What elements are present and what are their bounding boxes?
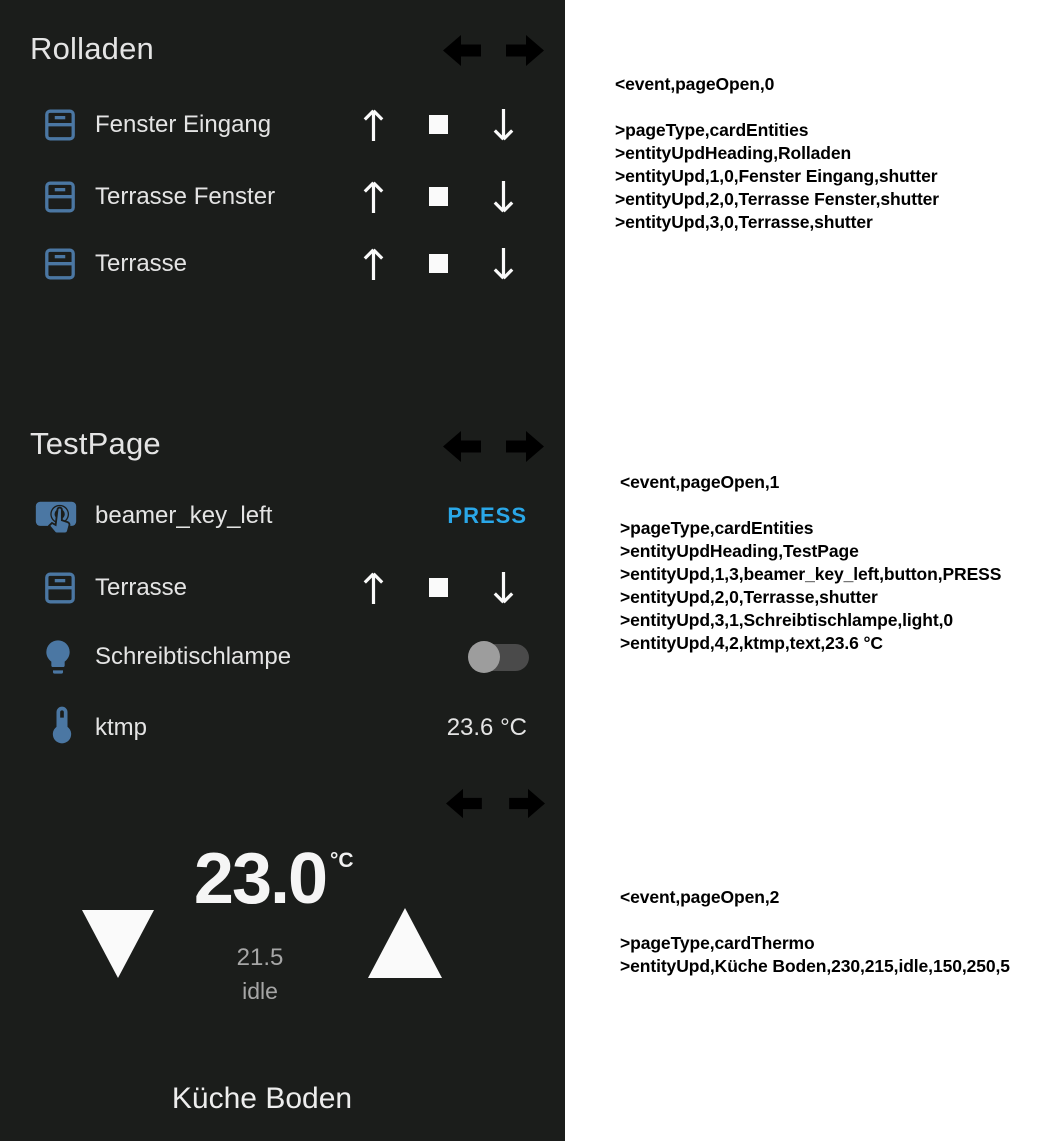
down-arrow-icon xyxy=(490,247,517,281)
up-arrow-icon xyxy=(360,108,387,142)
arrow-left-icon xyxy=(443,787,483,820)
card-title: TestPage xyxy=(30,426,161,461)
arrow-right-icon xyxy=(506,33,546,68)
shutter-stop-button[interactable] xyxy=(429,578,448,597)
blank-line xyxy=(615,96,939,119)
entity-label: Schreibtischlampe xyxy=(95,643,292,670)
protocol-line: >entityUpd,4,2,ktmp,text,23.6 °C xyxy=(620,633,883,653)
shutter-stop-button[interactable] xyxy=(429,115,448,134)
protocol-event-line: <event,pageOpen,2 xyxy=(620,887,780,907)
protocol-line: >entityUpd,1,3,beamer_key_left,button,PRESS xyxy=(620,564,1002,584)
card-title: Rolladen xyxy=(30,31,154,66)
arrow-left-icon xyxy=(441,429,481,464)
hvac-state: idle xyxy=(242,978,278,1004)
prev-page-button[interactable] xyxy=(443,787,483,822)
protocol-line: >entityUpd,Küche Boden,230,215,idle,150,250,5 xyxy=(620,956,1010,976)
thermostat-name: Küche Boden xyxy=(171,1082,353,1115)
next-page-button[interactable] xyxy=(508,787,548,822)
prev-page-button[interactable] xyxy=(441,33,481,68)
protocol-line: >pageType,cardEntities xyxy=(615,120,809,140)
down-arrow-icon xyxy=(490,108,517,142)
protocol-line: >entityUpdHeading,Rolladen xyxy=(615,143,852,163)
protocol-event-line: <event,pageOpen,1 xyxy=(620,472,780,492)
current-temperature: 23.0 xyxy=(193,839,327,919)
temp-down-button[interactable] xyxy=(82,910,154,978)
toggle-knob xyxy=(468,641,500,673)
protocol-line: >entityUpd,2,0,Terrasse,shutter xyxy=(620,587,878,607)
shutter-up-button[interactable] xyxy=(360,247,387,281)
press-button[interactable]: PRESS xyxy=(447,503,527,528)
window-shutter-icon xyxy=(42,570,78,611)
entity-label: Terrasse xyxy=(95,574,188,601)
gesture-tap-button-icon xyxy=(34,494,78,543)
up-arrow-icon xyxy=(360,180,387,214)
temp-up-button[interactable] xyxy=(368,908,442,978)
window-shutter-icon xyxy=(42,246,78,287)
temperature-value: 23.6 °C xyxy=(446,714,527,741)
protocol-block-page0 xyxy=(615,73,939,234)
protocol-block-page1 xyxy=(620,471,1001,655)
protocol-line: >pageType,cardEntities xyxy=(620,518,814,538)
shutter-up-button[interactable] xyxy=(360,571,387,605)
next-page-button[interactable] xyxy=(506,429,546,464)
entity-label: beamer_key_left xyxy=(95,502,273,529)
protocol-line: >entityUpd,3,1,Schreibtischlampe,light,0 xyxy=(620,610,953,630)
next-page-button[interactable] xyxy=(506,33,546,68)
thermometer-icon xyxy=(40,703,84,752)
light-toggle-switch[interactable] xyxy=(472,644,529,671)
shutter-down-button[interactable] xyxy=(490,180,517,214)
protocol-line: >entityUpdHeading,TestPage xyxy=(620,541,859,561)
arrow-right-icon xyxy=(506,429,546,464)
up-arrow-icon xyxy=(360,247,387,281)
protocol-line: >pageType,cardThermo xyxy=(620,933,815,953)
protocol-line: >entityUpd,2,0,Terrasse Fenster,shutter xyxy=(615,189,940,209)
target-temperature: 21.5 xyxy=(236,944,284,971)
entity-label: Terrasse xyxy=(95,250,188,277)
entity-label: ktmp xyxy=(95,714,148,741)
down-arrow-icon xyxy=(490,571,517,605)
entity-label: Terrasse Fenster xyxy=(95,183,276,210)
protocol-event-line: <event,pageOpen,0 xyxy=(615,74,775,94)
temperature-unit: °C xyxy=(330,849,354,872)
up-arrow-icon xyxy=(360,571,387,605)
shutter-stop-button[interactable] xyxy=(429,187,448,206)
shutter-down-button[interactable] xyxy=(490,108,517,142)
window-shutter-icon xyxy=(42,107,78,148)
shutter-down-button[interactable] xyxy=(490,247,517,281)
blank-line xyxy=(620,909,1010,932)
shutter-up-button[interactable] xyxy=(360,108,387,142)
down-arrow-icon xyxy=(490,180,517,214)
arrow-right-icon xyxy=(508,787,548,820)
shutter-stop-button[interactable] xyxy=(429,254,448,273)
protocol-line: >entityUpd,3,0,Terrasse,shutter xyxy=(615,212,873,232)
prev-page-button[interactable] xyxy=(441,429,481,464)
window-shutter-icon xyxy=(42,179,78,220)
arrow-left-icon xyxy=(441,33,481,68)
shutter-down-button[interactable] xyxy=(490,571,517,605)
protocol-line: >entityUpd,1,0,Fenster Eingang,shutter xyxy=(615,166,938,186)
blank-line xyxy=(620,494,1001,517)
protocol-block-page2 xyxy=(620,886,1010,978)
lightbulb-icon xyxy=(38,637,78,682)
entity-label: Fenster Eingang xyxy=(95,111,272,138)
shutter-up-button[interactable] xyxy=(360,180,387,214)
